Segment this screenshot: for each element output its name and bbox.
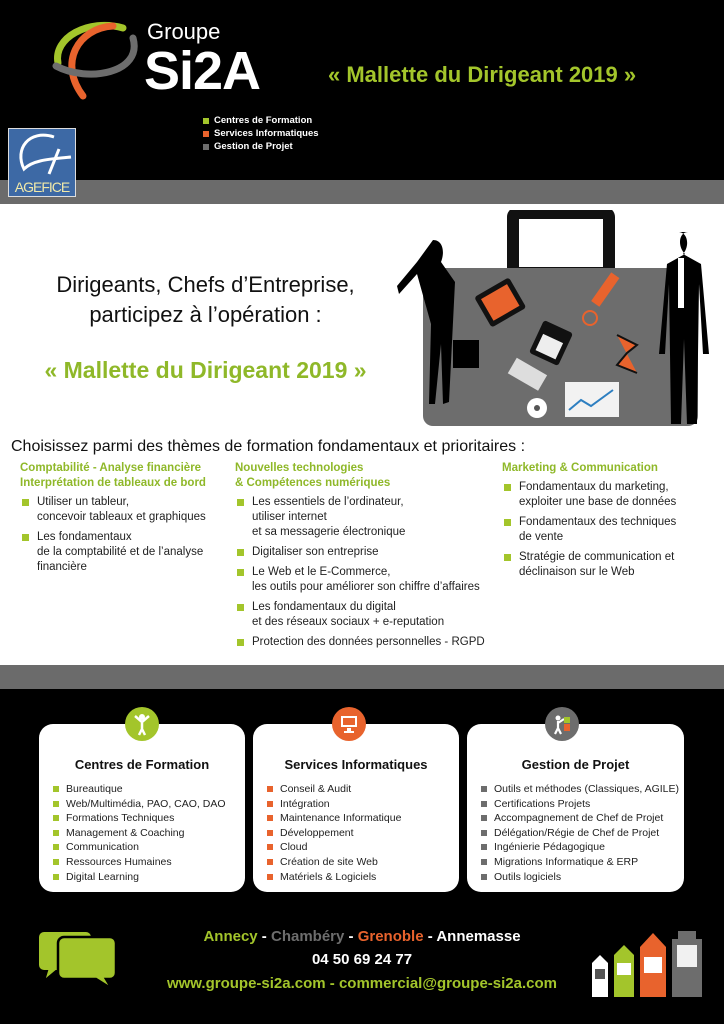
city-buildings-icon [588,927,718,997]
list-item: Formations Techniques [52,811,245,826]
brand-legend [203,114,319,153]
agefice-logo: AGEFICE [8,128,76,197]
theme-column-marketing: Marketing & Communication Fondamentaux du marketing, exploiter une base de données Fondamentaux des techniques de vente Stratégie de communication et déclinaison sur le Web [502,461,717,585]
list-item: Management & Coaching [52,826,245,841]
email-link[interactable]: commercial@groupe-si2a.com [338,975,558,992]
divider-band-bottom [0,665,724,689]
header-title: « Mallette du Dirigeant 2019 » [328,62,637,87]
list-item: Le Web et le E-Commerce, les outils pour améliorer son chiffre d’affaires [235,565,500,595]
card-gestion-projet: Gestion de Projet Outils et méthodes (Classiques, AGILE) Certifications Projets Accompagnement de Chef de Projet Délégation/Régie de Chef de Projet Ingénierie Pédagogique Migrations Informatique & ERP Outils logiciels [467,724,684,892]
divider-band-top [0,180,724,204]
themes-heading: Choisissez parmi des thèmes de formation fondamentaux et prioritaires : [11,438,526,455]
agefice-swirl-icon [9,129,76,179]
list-item: Fondamentaux des techniques de vente [502,515,717,545]
city-annemasse: Annemasse [436,928,521,945]
header [0,0,724,180]
list-item: Digitaliser son entreprise [235,545,500,560]
orange-square-icon [203,131,209,137]
intro-title: « Mallette du Dirigeant 2019 » [44,357,367,383]
gray-square-icon [203,144,209,150]
brand-si2a: Si2A [144,41,261,101]
list-item: Fondamentaux du marketing, exploiter une base de données [502,480,717,510]
briefcase-illustration [395,210,720,428]
list-item: Conseil & Audit [266,782,459,797]
card-services-informatiques: Services Informatiques Conseil & Audit Intégration Maintenance Informatique Développement Cloud Création de site Web Matériels & Logiciels [253,724,459,892]
list-item: Stratégie de communication et déclinaison sur le Web [502,550,717,580]
legend-item-formation: Centres de Formation [203,114,319,127]
list-item: Ingénierie Pédagogique [480,840,684,855]
list-item: Les fondamentaux de la comptabilité et de l’analyse financière [20,530,230,575]
list-item: Développement [266,826,459,841]
list-item: Protection des données personnelles - RGPD [235,635,500,650]
list-item: Délégation/Régie de Chef de Projet [480,826,684,841]
list-item: Web/Multimédia, PAO, CAO, DAO [52,797,245,812]
list-item: Outils logiciels [480,870,684,885]
computer-icon [332,707,366,741]
green-square-icon [203,118,209,124]
footer-contact: www.groupe-si2a.com - commercial@groupe-si2a.com [166,975,558,992]
si2a-logo-icon [48,18,138,103]
city-chambery: Chambéry [270,928,345,945]
list-item: Communication [52,840,245,855]
intro-text: Dirigeants, Chefs d’Entreprise, participez à l’opération : [56,272,355,327]
card-centres-formation: Centres de Formation Bureautique Web/Multimédia, PAO, CAO, DAO Formations Techniques Management & Coaching Communication Ressources Humaines Digital Learning [39,724,245,892]
list-item: Cloud [266,840,459,855]
graduate-icon [125,707,159,741]
list-item: Accompagnement de Chef de Projet [480,811,684,826]
list-item: Certifications Projets [480,797,684,812]
list-item: Intégration [266,797,459,812]
city-grenoble: Grenoble [357,928,424,945]
website-link[interactable]: www.groupe-si2a.com [166,975,326,992]
list-item: Les essentiels de l’ordinateur, utiliser internet et sa messagerie électronique [235,495,500,540]
brand-groupe: Groupe [147,19,221,44]
city-annecy: Annecy [203,928,258,945]
list-item: Utiliser un tableur, concevoir tableaux et graphiques [20,495,230,525]
list-item: Digital Learning [52,870,245,885]
list-item: Les fondamentaux du digital et des réseaux sociaux + e-reputation [235,600,500,630]
list-item: Création de site Web [266,855,459,870]
list-item: Maintenance Informatique [266,811,459,826]
legend-item-informatique: Services Informatiques [203,127,319,140]
list-item: Outils et méthodes (Classiques, AGILE) [480,782,684,797]
list-item: Matériels & Logiciels [266,870,459,885]
theme-column-comptabilite: Comptabilité - Analyse financière Interprétation de tableaux de bord Utiliser un tableur, concevoir tableaux et graphiques Les fondamentaux de la comptabilité et de l’analyse financière [20,461,230,580]
legend-item-projet: Gestion de Projet [203,140,319,153]
footer-cities: Annecy - Chambéry - Grenoble - Annemasse [203,928,521,945]
footer-phone: 04 50 69 24 77 [311,951,413,968]
puzzle-person-icon [545,707,579,741]
list-item: Migrations Informatique & ERP [480,855,684,870]
list-item: Bureautique [52,782,245,797]
theme-column-technologies: Nouvelles technologies & Compétences numériques Les essentiels de l’ordinateur, utiliser internet et sa messagerie électronique Digitaliser son entreprise Le Web et le E-Commerce, les outils pour améliorer son chiffre d’affaires Les fondamentaux du digital et des réseaux sociaux + e-reputation Protection des données personnelles - RGPD [235,461,500,655]
list-item: Ressources Humaines [52,855,245,870]
